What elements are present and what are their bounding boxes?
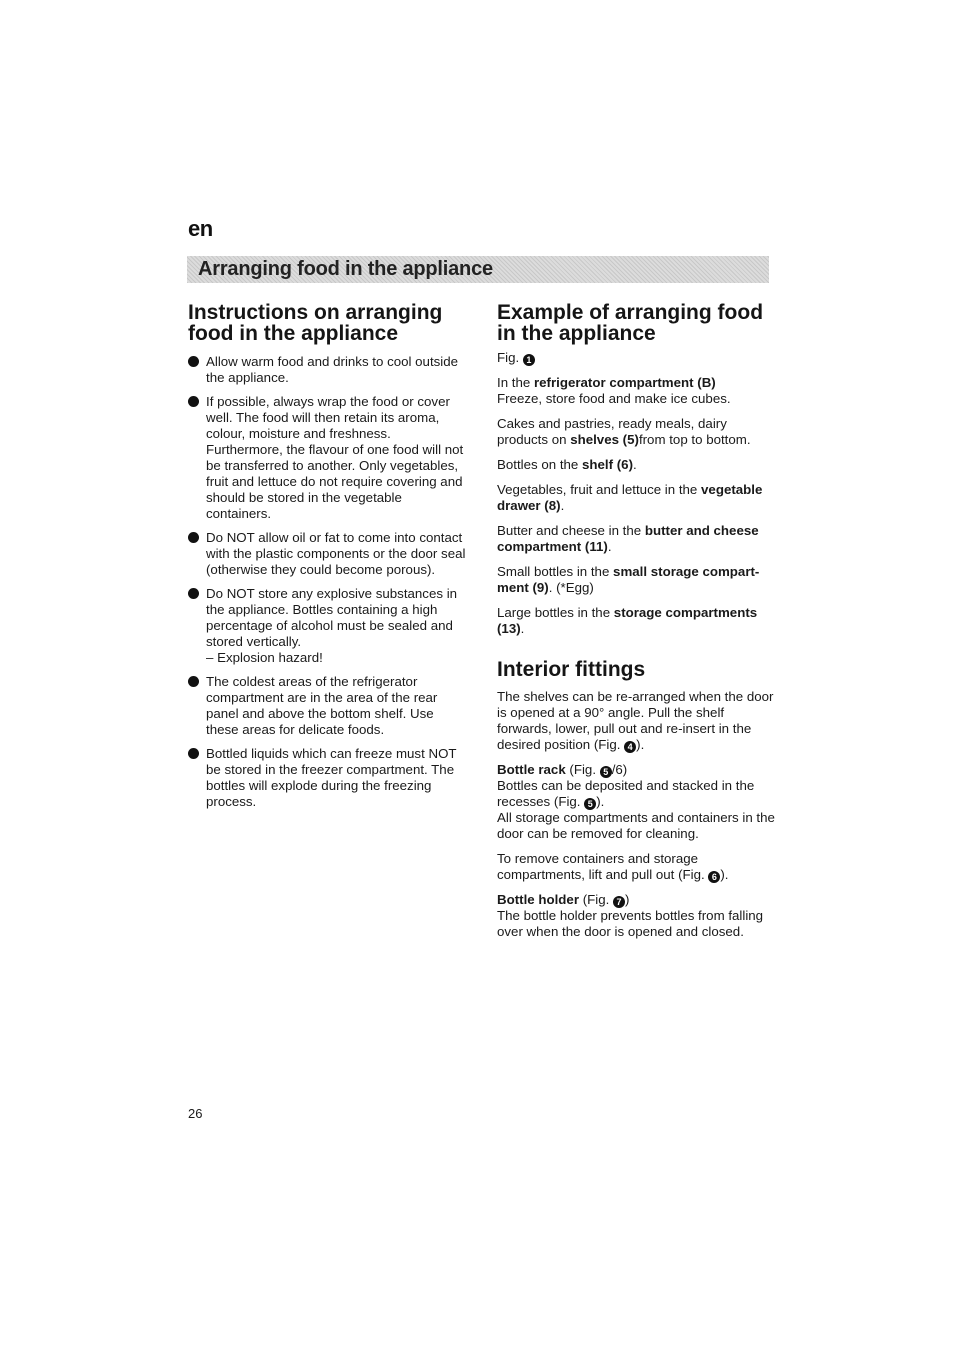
bullet-icon [188, 588, 199, 599]
bullet-icon [188, 676, 199, 687]
text: . [633, 457, 637, 472]
text: Bottles on the [497, 457, 583, 472]
text: . (*Egg) [548, 580, 594, 595]
explosion-warning: – Explosion hazard! [206, 650, 323, 665]
figure-number-icon: 6 [708, 871, 720, 883]
heading-line: in the appliance [497, 322, 656, 345]
section-banner [187, 256, 769, 283]
text: . [560, 498, 565, 513]
heading-line: Instructions on arranging [188, 301, 443, 324]
text: from top to bottom. [638, 432, 751, 447]
figure-number-icon: 1 [523, 354, 535, 366]
text: /6) [611, 762, 628, 777]
page-number: 26 [188, 1106, 203, 1121]
text: The bottle holder prevents bottles from falling over when the door is opened and closed. [497, 908, 764, 939]
cakes-paragraph [497, 416, 775, 448]
list-item [188, 586, 466, 666]
heading-line: Example of arranging food [497, 301, 764, 324]
list-item [188, 530, 466, 578]
bold-term: Bottle holder [497, 892, 579, 907]
text: (Fig. [565, 762, 600, 777]
bold-term: shelf (6) [582, 457, 633, 472]
bold-term: refrigerator compartment (B) [533, 375, 716, 390]
instructions-column [188, 302, 466, 818]
vegetable-paragraph [497, 482, 775, 514]
bold-term: ment (9) [497, 580, 549, 595]
figure-number-icon: 4 [624, 741, 636, 753]
text: Small bottles in the [497, 564, 614, 579]
language-code: en [188, 216, 213, 241]
text: . [520, 621, 525, 636]
figure-number-icon: 7 [613, 896, 625, 908]
text: ). [636, 737, 645, 752]
fig-label: Fig. [497, 350, 520, 365]
list-item-text: The coldest areas of the refrigerator compartment are in the area of the rear panel and above the bottom shelf. Use these areas for delicate foods. [206, 674, 438, 737]
text: (Fig. [579, 892, 613, 907]
text: Vegetables, fruit and lettuce in the [497, 482, 702, 497]
bold-term: storage compartments (13) [497, 605, 758, 636]
text: Freeze, store food and make ice cubes. [497, 391, 731, 406]
list-item [188, 354, 466, 386]
large-bottles-paragraph [497, 605, 775, 637]
text: All storage compartments and containers in the door can be removed for cleaning. [497, 810, 775, 841]
bullet-icon [188, 396, 199, 407]
list-item [188, 394, 466, 522]
shelves-paragraph [497, 689, 775, 753]
bottle-holder-paragraph [497, 892, 775, 940]
text: Butter and cheese in the [497, 523, 645, 538]
interior-fittings-heading: Interior fittings [497, 658, 646, 681]
bold-term: butter and cheese compartment (11) [497, 523, 759, 554]
example-heading [497, 302, 775, 344]
heading-line: food in the appliance [188, 322, 399, 345]
figure-number-icon: 5 [600, 766, 612, 778]
text: To remove containers and storage compartments, lift and pull out (Fig. [497, 851, 705, 882]
bottles-shelf-paragraph [497, 457, 775, 473]
small-bottles-paragraph [497, 564, 775, 596]
bold-term: Bottle rack [497, 762, 566, 777]
text: ). [596, 794, 605, 809]
example-column [497, 302, 775, 949]
bold-term: shelves (5) [570, 432, 639, 447]
bold-term: vegetable drawer (8) [497, 482, 763, 513]
list-item-text: Do NOT store any explosive substances in the appliance. Bottles containing a high percentage of alcohol must be sealed and stored vertically. [206, 586, 458, 649]
fridge-paragraph [497, 375, 775, 407]
text: Bottles can be deposited and stacked in the recesses (Fig. [497, 778, 755, 809]
text: Cakes and pastries, ready meals, dairy products on [497, 416, 727, 447]
text: . [607, 539, 612, 554]
text: In the [497, 375, 534, 390]
text: ) [624, 892, 630, 907]
text: ). [720, 867, 729, 882]
list-item-text: Do NOT allow oil or fat to come into contact with the plastic components or the door seal (otherwise they could become porous). [206, 530, 466, 577]
figure-number-icon: 5 [584, 798, 596, 810]
list-item-text: Allow warm food and drinks to cool outside the appliance. [206, 354, 459, 385]
butter-paragraph [497, 523, 775, 555]
list-item [188, 746, 466, 810]
instructions-heading [188, 302, 466, 344]
bullet-icon [188, 532, 199, 543]
list-item [188, 674, 466, 738]
instructions-list [188, 354, 466, 810]
bullet-icon [188, 356, 199, 367]
list-item-text: If possible, always wrap the food or cover well. The food will then retain its aroma, colour, moisture and freshness. Furthermore, the flavour of one food will not be transferred to another. Only vegetables, fruit and lettuce do not require covering and should be stored in the vegetable containers. [206, 394, 464, 521]
text: The shelves can be re-arranged when the door is opened at a 90° angle. Pull the shelf forwards, lower, pull out and re-insert in the desired position (Fig. [497, 689, 774, 752]
bold-term: small storage compart- [613, 564, 760, 579]
section-title: Arranging food in the appliance [198, 258, 493, 280]
list-item-text: Bottled liquids which can freeze must NOT be stored in the freezer compartment. The bottles will explode during the freezing process. [206, 746, 457, 809]
bullet-icon [188, 748, 199, 759]
bottle-rack-paragraph [497, 762, 775, 842]
remove-paragraph [497, 851, 775, 883]
figure-reference [497, 350, 775, 366]
text: Large bottles in the [497, 605, 614, 620]
